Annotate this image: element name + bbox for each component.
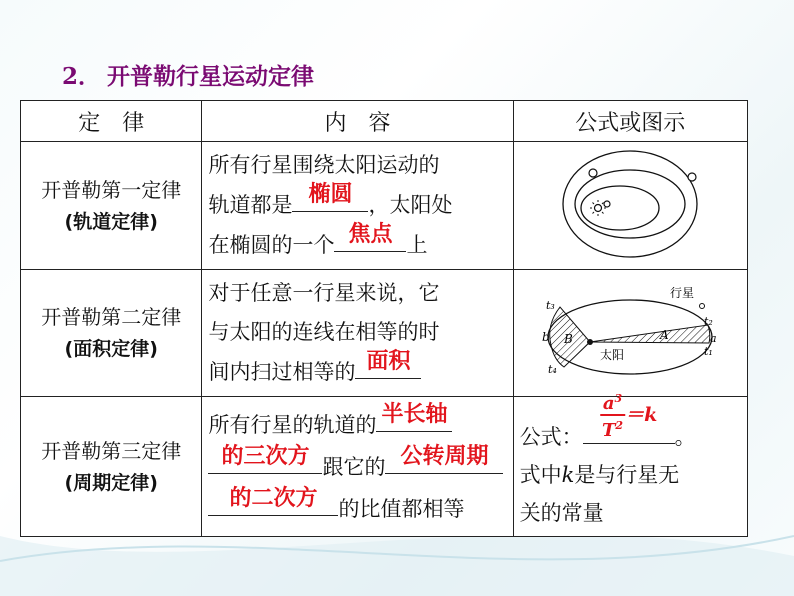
content-line <box>208 222 506 265</box>
law-subtitle: (周期定律) <box>64 471 158 494</box>
orbit-figure-cell <box>513 142 747 270</box>
label-t1: t₁ <box>704 345 714 358</box>
answer-blank <box>583 392 675 444</box>
elliptical-orbits-diagram <box>560 148 700 260</box>
note-k: k <box>561 463 575 487</box>
heading-number: 2． <box>62 63 102 90</box>
content-text: 所有行星的轨道的 <box>208 412 377 437</box>
content-line: 所有行星围绕太阳运动的 <box>208 153 440 177</box>
heading-title: 开普勒行星运动定律 <box>107 63 315 90</box>
content-line <box>208 485 506 530</box>
label-t3: t₃ <box>546 299 556 312</box>
label-a: a <box>710 332 717 345</box>
formula-line <box>519 392 741 456</box>
section-heading <box>62 58 314 91</box>
formula-fraction <box>600 389 625 441</box>
label-B: B <box>564 332 574 346</box>
table-header-row <box>21 101 748 142</box>
table-row-first-law <box>21 142 748 270</box>
content-line <box>208 182 506 225</box>
label-sun: 太阳 <box>600 348 625 362</box>
kepler-laws-table <box>20 100 748 537</box>
answer-blank <box>208 443 322 474</box>
label-A: A <box>660 328 669 342</box>
answer-blank <box>208 485 338 516</box>
equal-area-diagram <box>540 285 720 377</box>
answer-blank <box>385 443 503 474</box>
sun-dot <box>587 339 593 345</box>
law-subtitle: (面积定律) <box>64 338 158 360</box>
header-law: 定 律 <box>21 101 202 142</box>
answer-text: 半长轴 <box>381 401 448 427</box>
content-text: 的比值都相等 <box>338 496 465 521</box>
area-figure-cell <box>513 270 747 397</box>
law-name-cell <box>21 270 202 397</box>
answer-blank <box>355 349 421 379</box>
sun-icon <box>590 200 606 216</box>
content-text: 轨道都是 <box>208 193 293 217</box>
formula-numerator-exp: 3 <box>614 392 623 405</box>
content-line: 对于任意一行星来说，它 <box>208 281 440 305</box>
content-text: 在椭圆的一个 <box>208 233 335 257</box>
header-content: 内 容 <box>202 101 513 142</box>
content-line: 与太阳的连线在相等的时 <box>208 320 440 344</box>
answer-blank <box>376 401 452 432</box>
formula-end: 。 <box>674 425 696 449</box>
content-text: ，太阳处 <box>368 193 453 217</box>
label-planet: 行星 <box>670 286 695 300</box>
header-formula: 公式或图示 <box>513 101 747 142</box>
table-row-third-law <box>21 397 748 537</box>
answer-blank <box>334 222 406 252</box>
law-name: 开普勒第二定律 <box>41 305 182 329</box>
content-text: 间内扫过相等的 <box>208 360 356 384</box>
formula-cell <box>513 392 747 537</box>
formula-numerator: a <box>602 393 615 414</box>
content-line <box>208 401 506 446</box>
law-content-cell <box>202 397 513 537</box>
answer-text: 焦点 <box>348 222 393 247</box>
label-t2: t₂ <box>704 315 714 328</box>
formula-note <box>520 456 741 494</box>
answer-text: 的三次方 <box>221 443 310 469</box>
note-text: 式中 <box>519 463 562 487</box>
content-line <box>208 443 506 488</box>
law-name: 开普勒第一定律 <box>41 177 182 202</box>
formula-denominator-exp: 2 <box>615 419 624 432</box>
note-text: 是与行星无 <box>574 463 680 487</box>
law-subtitle: (轨道定律) <box>64 210 158 233</box>
law-name: 开普勒第三定律 <box>41 438 182 463</box>
answer-text: 公转周期 <box>400 443 489 469</box>
formula-label: 公式： <box>519 425 583 449</box>
content-line <box>208 349 506 392</box>
content-text: 上 <box>406 233 428 257</box>
label-t4: t₄ <box>548 363 558 376</box>
planet-icon <box>604 201 610 207</box>
table-row-second-law <box>21 270 748 397</box>
formula-note: 关的常量 <box>519 501 604 525</box>
law-content-cell <box>202 142 513 270</box>
law-name-cell <box>21 397 202 537</box>
label-b: b <box>542 330 550 344</box>
planet-icon <box>688 173 696 181</box>
answer-blank <box>292 182 368 212</box>
formula-answer <box>600 389 658 441</box>
formula-equals-k: ＝k <box>625 404 658 426</box>
answer-text: 面积 <box>366 349 411 374</box>
answer-text: 的二次方 <box>229 485 318 511</box>
law-content-cell <box>202 270 513 397</box>
planet-icon <box>589 169 597 177</box>
answer-text: 椭圆 <box>308 182 353 207</box>
content-text: 跟它的 <box>322 454 386 479</box>
law-name-cell <box>21 142 202 270</box>
formula-denominator: T <box>601 420 616 441</box>
